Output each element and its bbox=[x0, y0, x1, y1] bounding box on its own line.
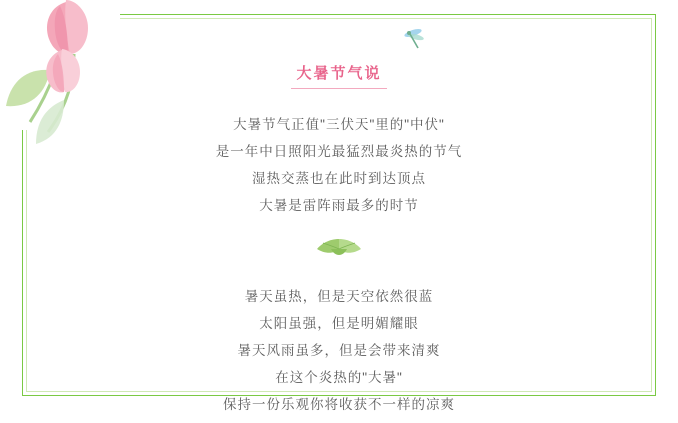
card-content bbox=[40, 40, 638, 418]
text-line: 保持一份乐观你将收获不一样的凉爽 bbox=[223, 397, 455, 412]
text-line: 暑天风雨虽多，但是会带来清爽 bbox=[237, 343, 441, 358]
text-line: 大暑节气正值"三伏天"里的"中伏" bbox=[233, 117, 445, 132]
text-line: 是一年中日照阳光最猛烈最炎热的节气 bbox=[215, 144, 463, 159]
green-leaf-divider-icon bbox=[309, 235, 369, 259]
text-line: 太阳虽强，但是明媚耀眼 bbox=[259, 316, 419, 331]
text-line: 大暑是雷阵雨最多的时节 bbox=[259, 198, 419, 213]
text-line: 在这个炎热的"大暑" bbox=[275, 370, 403, 385]
stanza-one bbox=[40, 111, 638, 219]
title-block bbox=[40, 40, 638, 89]
page-title: 大暑节气说 bbox=[296, 65, 382, 82]
text-line: 湿热交蒸也在此时到达顶点 bbox=[252, 171, 426, 186]
title-underline bbox=[291, 88, 387, 89]
text-line: 暑天虽热，但是天空依然很蓝 bbox=[244, 289, 434, 304]
stanza-two bbox=[40, 283, 638, 418]
